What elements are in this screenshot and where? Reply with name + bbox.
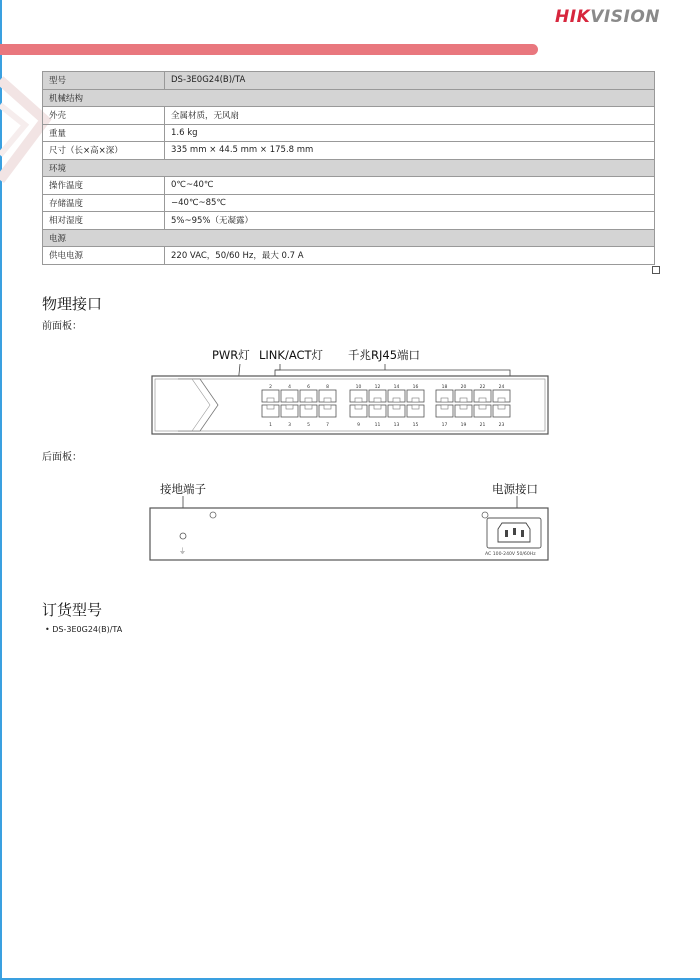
spec-row-value: 1.6 kg bbox=[165, 124, 655, 142]
hikvision-logo: HIKVISION bbox=[555, 7, 660, 27]
rj45-port-latch bbox=[267, 405, 274, 409]
port-number-bottom: 17 bbox=[441, 423, 448, 428]
port-number-bottom: 15 bbox=[412, 423, 419, 428]
spec-section-row bbox=[43, 159, 655, 177]
rj45-port-latch bbox=[305, 398, 312, 402]
spec-row bbox=[43, 247, 655, 265]
section-title-environment: 环境 bbox=[43, 159, 655, 177]
spec-row bbox=[43, 194, 655, 212]
header-accent-bar bbox=[0, 44, 538, 55]
spec-row-value: 0℃~40℃ bbox=[165, 177, 655, 195]
port-number-bottom: 9 bbox=[357, 423, 360, 428]
spec-row-label: 供电电源 bbox=[43, 247, 165, 265]
model-value: DS-3E0G24(B)/TA bbox=[165, 72, 655, 90]
rj45-port-latch bbox=[460, 405, 467, 409]
spec-row-label: 外壳 bbox=[43, 107, 165, 125]
spec-row bbox=[43, 124, 655, 142]
port-number-bottom: 19 bbox=[460, 423, 467, 428]
rj45-ports-callout: 千兆RJ45端口 bbox=[348, 348, 421, 362]
port-number-top: 24 bbox=[498, 385, 505, 390]
spec-row-value: −40℃~85℃ bbox=[165, 194, 655, 212]
front-panel-label: 前面板： bbox=[42, 321, 82, 332]
port-number-bottom: 23 bbox=[498, 423, 505, 428]
interfaces-heading: 物理接口 bbox=[42, 295, 103, 313]
spec-row-value: 全属材质，无风扇 bbox=[165, 107, 655, 125]
power-interface-callout: 电源接口 bbox=[492, 482, 538, 496]
port-number-top: 22 bbox=[479, 385, 486, 390]
port-number-top: 8 bbox=[326, 385, 329, 390]
link-led-callout: LINK/ACT灯 bbox=[259, 348, 324, 362]
spec-row-label: 尺寸（长×高×深） bbox=[43, 142, 165, 160]
rj45-port-latch bbox=[355, 405, 362, 409]
rj45-port-latch bbox=[267, 398, 274, 402]
spec-row-label: 存储温度 bbox=[43, 194, 165, 212]
rj45-port-latch bbox=[374, 405, 381, 409]
section-title-power: 电源 bbox=[43, 229, 655, 247]
spec-row-label: 相对湿度 bbox=[43, 212, 165, 230]
port-number-bottom: 1 bbox=[269, 423, 272, 428]
rj45-port-latch bbox=[441, 405, 448, 409]
ordering-list-item bbox=[45, 625, 122, 634]
spec-row bbox=[43, 107, 655, 125]
rj45-port-latch bbox=[412, 405, 419, 409]
rj45-port-latch bbox=[286, 398, 293, 402]
spec-row bbox=[43, 212, 655, 230]
port-number-bottom: 7 bbox=[326, 423, 329, 428]
port-number-top: 18 bbox=[441, 385, 448, 390]
port-number-bottom: 13 bbox=[393, 423, 400, 428]
port-number-bottom: 5 bbox=[307, 423, 310, 428]
rj45-port-latch bbox=[374, 398, 381, 402]
port-number-top: 6 bbox=[307, 385, 310, 390]
ordering-heading: 订货型号 bbox=[42, 601, 103, 619]
port-number-top: 16 bbox=[412, 385, 419, 390]
rj45-port-latch bbox=[441, 398, 448, 402]
rj45-port-latch bbox=[305, 405, 312, 409]
rear-panel-diagram bbox=[145, 496, 555, 568]
port-number-top: 2 bbox=[269, 385, 272, 390]
rj45-port-latch bbox=[393, 405, 400, 409]
ground-symbol-icon: ⏚ bbox=[179, 547, 186, 555]
spec-section-row bbox=[43, 89, 655, 107]
rj45-port-latch bbox=[479, 398, 486, 402]
port-number-bottom: 21 bbox=[479, 423, 486, 428]
spec-row bbox=[43, 142, 655, 160]
port-number-bottom: 3 bbox=[288, 423, 291, 428]
spec-row-value: 5%~95%（无凝露） bbox=[165, 212, 655, 230]
spec-row bbox=[43, 177, 655, 195]
port-number-top: 14 bbox=[393, 385, 400, 390]
port-number-bottom: 11 bbox=[374, 423, 381, 428]
rj45-port-latch bbox=[479, 405, 486, 409]
model-label: 型号 bbox=[43, 72, 165, 90]
ground-terminal-callout: 接地端子 bbox=[160, 482, 206, 496]
spec-section-row bbox=[43, 229, 655, 247]
spec-table bbox=[42, 71, 655, 265]
rj45-port-latch bbox=[498, 398, 505, 402]
spec-row-value: 220 VAC，50/60 Hz，最大 0.7 A bbox=[165, 247, 655, 265]
rj45-port-latch bbox=[286, 405, 293, 409]
section-title-mechanical: 机械结构 bbox=[43, 89, 655, 107]
front-panel-diagram bbox=[140, 360, 560, 440]
port-number-top: 12 bbox=[374, 385, 381, 390]
rj45-port-latch bbox=[324, 398, 331, 402]
spec-header-row bbox=[43, 72, 655, 90]
spec-row-label: 重量 bbox=[43, 124, 165, 142]
rj45-port-latch bbox=[498, 405, 505, 409]
rj45-port-latch bbox=[460, 398, 467, 402]
spec-row-label: 操作温度 bbox=[43, 177, 165, 195]
port-number-top: 20 bbox=[460, 385, 467, 390]
power-rating-label: AC 100-240V 50/60Hz bbox=[485, 552, 536, 557]
rear-panel-label: 后面板： bbox=[42, 452, 82, 463]
port-number-top: 10 bbox=[355, 385, 362, 390]
spec-row-value: 335 mm × 44.5 mm × 175.8 mm bbox=[165, 142, 655, 160]
bullet-icon: • bbox=[45, 625, 50, 634]
rj45-port-latch bbox=[355, 398, 362, 402]
rj45-port-latch bbox=[393, 398, 400, 402]
ordering-model: DS-3E0G24(B)/TA bbox=[52, 625, 123, 634]
port-number-top: 4 bbox=[288, 385, 291, 390]
rj45-port-latch bbox=[324, 405, 331, 409]
table-anchor-handle[interactable] bbox=[652, 266, 660, 274]
pwr-led-callout: PWR灯 bbox=[212, 348, 250, 362]
rj45-port-latch bbox=[412, 398, 419, 402]
